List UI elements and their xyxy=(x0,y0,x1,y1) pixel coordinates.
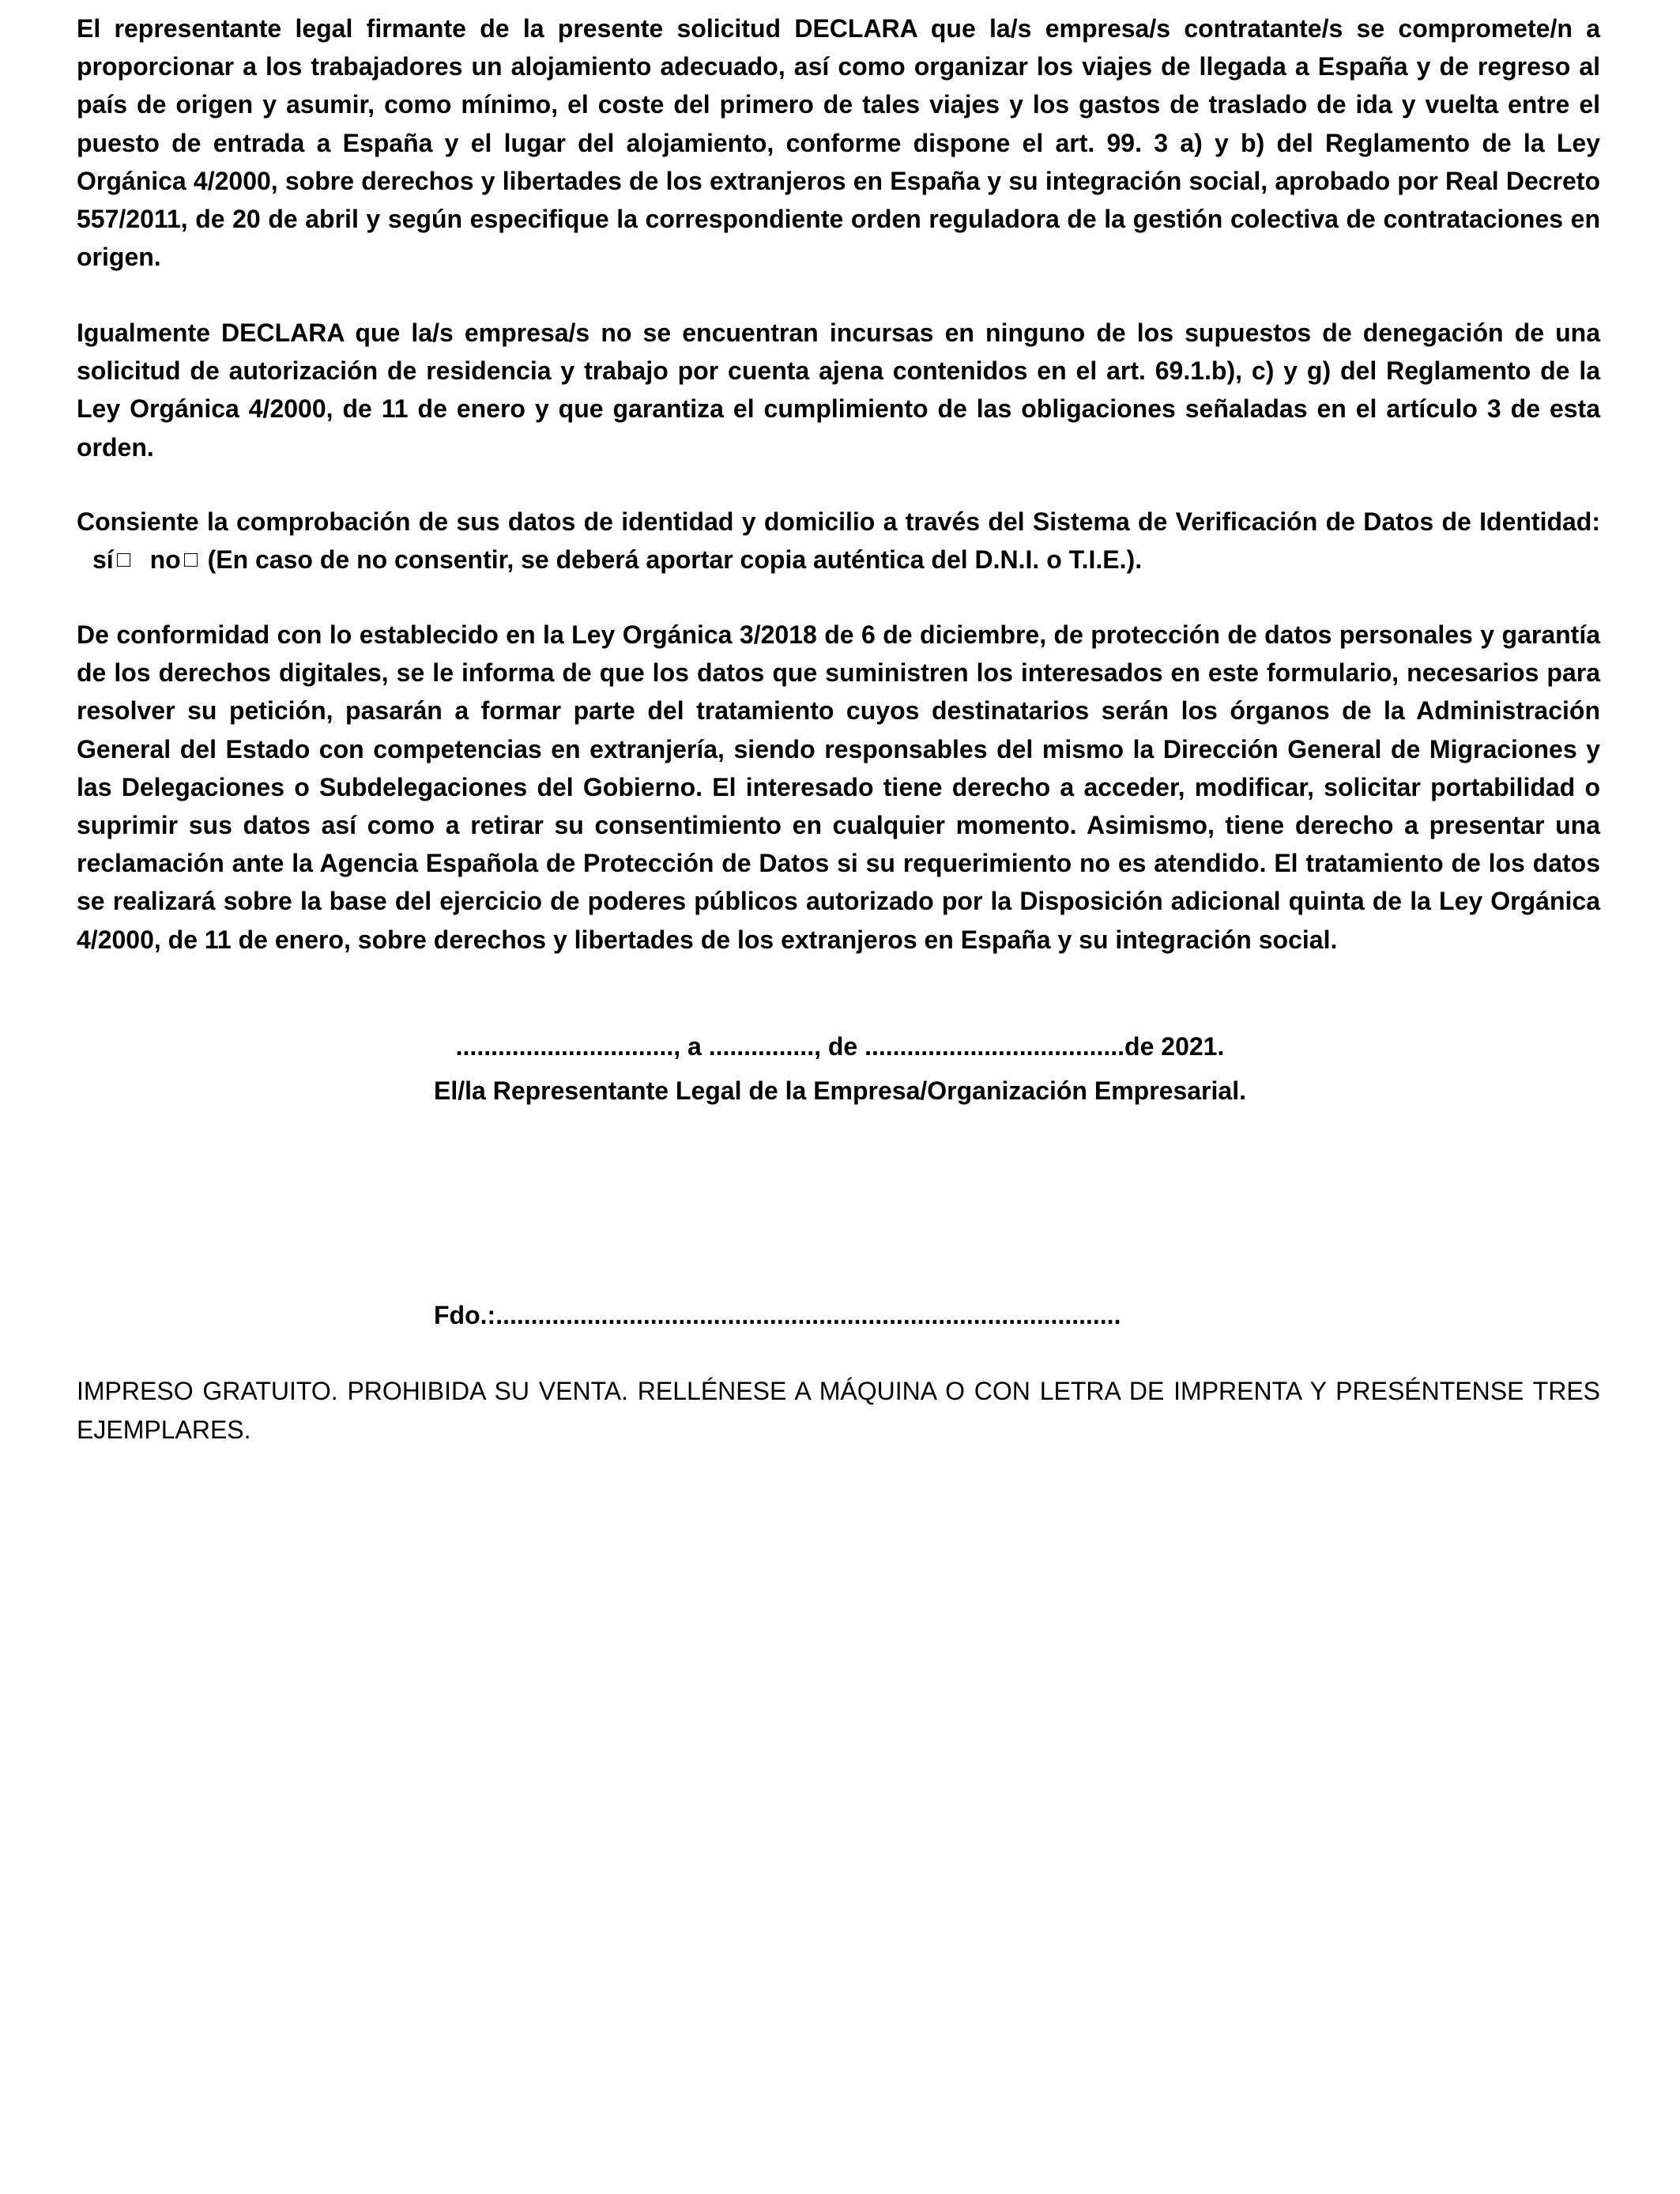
footer-note: IMPRESO GRATUITO. PROHIBIDA SU VENTA. RELLÉNESE A MÁQUINA O CON LETRA DE IMPRENTA Y PRESÉNTENSE TRES EJEMPLARES. xyxy=(77,1377,1600,1444)
declaration-paragraph: El representante legal firmante de la presente solicitud DECLARA que la/s empresa/s contratante/s se compromete/n a proporcionar a los trabajadores un alojamiento adecuado, así como organizar los viajes de llegada a España y de regreso al país de origen y asumir, como mínimo, el coste del primero de tales viajes y los gastos de traslado de ida y vuelta entre el puesto de entrada a España y el lugar del alojamiento, conforme dispone el art. 99. 3 a) y b) del Reglamento de la Ley Orgánica 4/2000, sobre derechos y libertades de los extranjeros en España y su integración social, aprobado por Real Decreto 557/2011, de 20 de abril y según especifique la correspondiente orden reguladora de la gestión colectiva de contrataciones en origen. xyxy=(77,14,1600,272)
data-protection-paragraph: De conformidad con lo establecido en la Ley Orgánica 3/2018 de 6 de diciembre, de protección de datos personales y garantía de los derechos digitales, se le informa de que los datos que suministren los interesados en este formulario, necesarios para resolver su petición, pasarán a formar parte del tratamiento cuyos destinatarios serán los órganos de la Administración General del Estado con competencias en extranjería, siendo responsables del mismo la Dirección General de Migraciones y las Delegaciones o Subdelegaciones del Gobierno. El interesado tiene derecho a acceder, modificar, solicitar portabilidad o suprimir sus datos así como a retirar su consentimiento en cualquier momento. Asimismo, tiene derecho a presentar una reclamación ante la Agencia Española de Protección de Datos si su requerimiento no es atendido. El tratamiento de los datos se realizará sobre la base del ejercicio de poderes públicos autorizado por la Disposición adicional quinta de la Ley Orgánica 4/2000, de 11 de enero, sobre derechos y libertades de los extranjeros en España y su integración social. xyxy=(77,620,1600,954)
consent-paragraph xyxy=(77,503,1600,579)
date-line: ..............................., a ..............., de .....................................de 2021. xyxy=(455,1032,1225,1061)
consent-no-label: no xyxy=(149,545,181,575)
representative-line: El/la Representante Legal de la Empresa/Organización Empresarial. xyxy=(434,1076,1246,1105)
consent-yes-checkbox[interactable] xyxy=(117,553,130,567)
consent-intro: Consiente la comprobación de sus datos de identidad y domicilio a través del Sistema de Verificación de Datos de Identidad: xyxy=(77,507,1600,536)
consent-no-checkbox[interactable] xyxy=(184,553,198,567)
consent-yes-label: sí xyxy=(92,545,114,575)
consent-note: (En caso de no consentir, se deberá aportar copia auténtica del D.N.I. o T.I.E.). xyxy=(207,545,1143,575)
signature-line: Fdo.:......................................................................................... xyxy=(434,1301,1121,1329)
second-declaration-paragraph: Igualmente DECLARA que la/s empresa/s no se encuentran incursas en ninguno de los supuestos de denegación de una solicitud de autorización de residencia y trabajo por cuenta ajena contenidos en el art. 69.1.b), c) y g) del Reglamento de la Ley Orgánica 4/2000, de 11 de enero y que garantiza el cumplimiento de las obligaciones señaladas en el artículo 3 de esta orden. xyxy=(77,319,1600,462)
